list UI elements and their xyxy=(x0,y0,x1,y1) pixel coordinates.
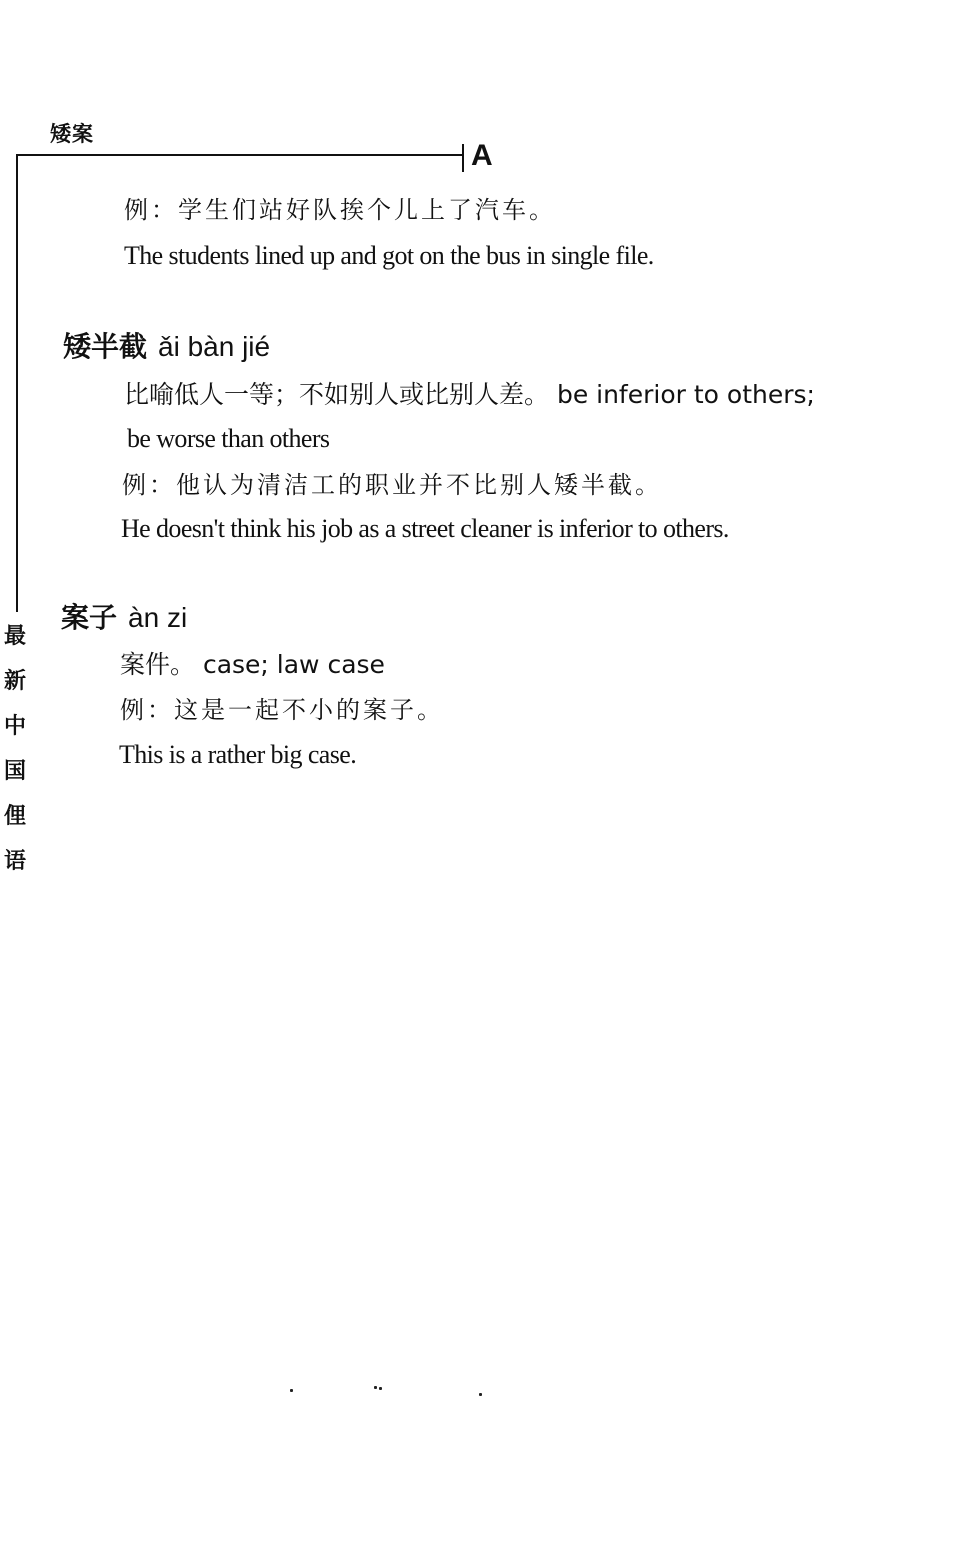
scan-speck xyxy=(374,1386,377,1389)
side-title-char: 国 xyxy=(3,758,26,784)
header-rule-horizontal xyxy=(17,154,464,156)
continuation-example-zh: 例：学生们站好队挨个儿上了汽车。 xyxy=(124,196,556,224)
entry-example-zh: 例：这是一起不小的案子。 xyxy=(120,696,444,724)
headword-hanzi: 矮半截 xyxy=(63,330,148,363)
definition-line: 比喻低人一等；不如别人或比别人差。 be inferior to others; xyxy=(124,380,815,409)
side-title-vertical xyxy=(2,624,28,873)
scan-speck xyxy=(379,1387,382,1390)
entry-headword xyxy=(61,601,188,634)
headword-pinyin: ǎi bàn jié xyxy=(158,331,271,362)
entry-example-en: He doesn't think his job as a street cleaner is inferior to others. xyxy=(121,514,729,543)
entry-headword xyxy=(63,330,271,363)
header-rule-tick xyxy=(462,144,464,172)
scan-speck xyxy=(479,1393,482,1396)
section-letter: A xyxy=(471,139,493,172)
side-title-char: 新 xyxy=(3,668,26,694)
definition-line: 案件。 case; law case xyxy=(120,650,385,679)
definition-line-continued: be worse than others xyxy=(127,424,330,453)
side-title-char: 语 xyxy=(3,848,26,874)
side-title-char: 俚 xyxy=(3,803,26,829)
entry-example-zh: 例：他认为清洁工的职业并不比别人矮半截。 xyxy=(122,471,662,499)
headword-pinyin: àn zi xyxy=(128,602,188,633)
running-head: 矮案 xyxy=(50,122,94,146)
continuation-example-en: The students lined up and got on the bus in single file. xyxy=(124,241,654,270)
entry-example-en: This is a rather big case. xyxy=(119,740,357,769)
side-title-char: 中 xyxy=(3,713,26,739)
scan-speck xyxy=(290,1389,293,1392)
entry-definition xyxy=(124,382,815,407)
side-title-char: 最 xyxy=(3,623,26,649)
headword-hanzi: 案子 xyxy=(61,601,118,634)
margin-rule-vertical xyxy=(16,154,18,612)
entry-definition xyxy=(120,652,385,677)
